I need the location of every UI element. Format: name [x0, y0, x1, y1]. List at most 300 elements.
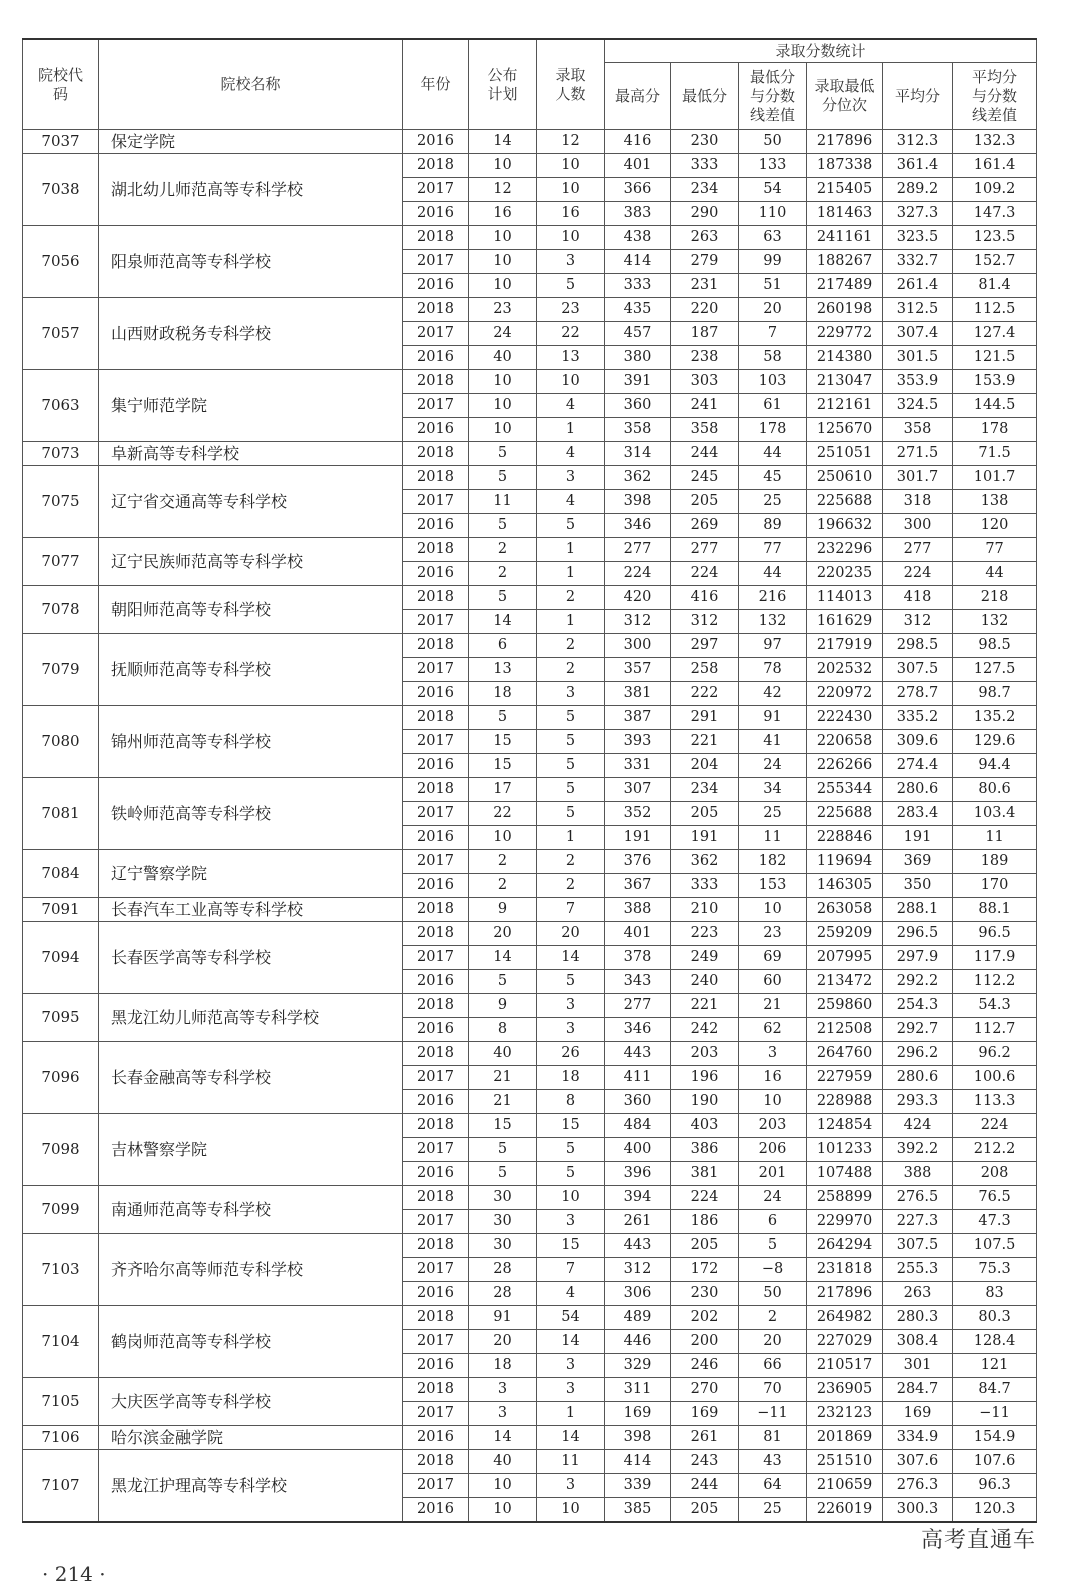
plan-cell: 10: [469, 370, 537, 394]
plan-cell: 2: [469, 538, 537, 562]
admitted-cell: 1: [537, 418, 605, 442]
avg-diff-cell: 178: [953, 418, 1037, 442]
min-diff-cell: 11: [739, 826, 807, 850]
avg-diff-cell: 127.4: [953, 322, 1037, 346]
admitted-cell: 5: [537, 754, 605, 778]
min-diff-cell: 216: [739, 586, 807, 610]
avg-score-cell: 361.4: [883, 154, 953, 178]
min-diff-cell: 24: [739, 1186, 807, 1210]
avg-diff-cell: 189: [953, 850, 1037, 874]
table-row: [23, 226, 1037, 250]
year-cell: 2018: [403, 1450, 469, 1474]
min-rank-cell: 227029: [807, 1330, 883, 1354]
min-score-cell: 191: [671, 826, 739, 850]
table-row: [23, 634, 1037, 658]
avg-diff-cell: 144.5: [953, 394, 1037, 418]
avg-score-cell: 350: [883, 874, 953, 898]
avg-diff-cell: 88.1: [953, 898, 1037, 922]
min-diff-cell: 64: [739, 1474, 807, 1498]
plan-cell: 15: [469, 754, 537, 778]
max-score-cell: 358: [605, 418, 671, 442]
year-cell: 2017: [403, 250, 469, 274]
table-row: [23, 538, 1037, 562]
plan-cell: 14: [469, 1426, 537, 1450]
min-score-cell: 230: [671, 1282, 739, 1306]
admitted-cell: 5: [537, 970, 605, 994]
max-score-cell: 394: [605, 1186, 671, 1210]
plan-cell: 30: [469, 1186, 537, 1210]
avg-score-cell: 312: [883, 610, 953, 634]
header-admitted: 录取人数: [537, 39, 605, 130]
avg-score-cell: 292.7: [883, 1018, 953, 1042]
max-score-cell: 438: [605, 226, 671, 250]
min-score-cell: 358: [671, 418, 739, 442]
school-code: 7080: [23, 706, 99, 778]
plan-cell: 3: [469, 1402, 537, 1426]
plan-cell: 10: [469, 250, 537, 274]
avg-diff-cell: 132: [953, 610, 1037, 634]
school-name: 大庆医学高等专科学校: [99, 1378, 403, 1426]
admitted-cell: 16: [537, 202, 605, 226]
max-score-cell: 443: [605, 1234, 671, 1258]
avg-diff-cell: 138: [953, 490, 1037, 514]
avg-score-cell: 278.7: [883, 682, 953, 706]
admitted-cell: 13: [537, 346, 605, 370]
min-diff-cell: 70: [739, 1378, 807, 1402]
school-name: 朝阳师范高等专科学校: [99, 586, 403, 634]
max-score-cell: 360: [605, 394, 671, 418]
min-rank-cell: 217896: [807, 1282, 883, 1306]
plan-cell: 10: [469, 394, 537, 418]
admitted-cell: 3: [537, 466, 605, 490]
year-cell: 2018: [403, 298, 469, 322]
avg-score-cell: 297.9: [883, 946, 953, 970]
avg-diff-cell: 208: [953, 1162, 1037, 1186]
admitted-cell: 5: [537, 274, 605, 298]
min-diff-cell: 25: [739, 802, 807, 826]
year-cell: 2016: [403, 874, 469, 898]
table-row: [23, 1306, 1037, 1330]
avg-score-cell: 280.6: [883, 1066, 953, 1090]
admitted-cell: 54: [537, 1306, 605, 1330]
admitted-cell: 14: [537, 946, 605, 970]
max-score-cell: 352: [605, 802, 671, 826]
max-score-cell: 312: [605, 1258, 671, 1282]
min-diff-cell: 25: [739, 1498, 807, 1523]
avg-score-cell: 318: [883, 490, 953, 514]
school-code: 7057: [23, 298, 99, 370]
min-diff-cell: 23: [739, 922, 807, 946]
avg-diff-cell: 120: [953, 514, 1037, 538]
max-score-cell: 366: [605, 178, 671, 202]
max-score-cell: 307: [605, 778, 671, 802]
avg-diff-cell: 101.7: [953, 466, 1037, 490]
plan-cell: 10: [469, 1498, 537, 1523]
min-score-cell: 277: [671, 538, 739, 562]
min-rank-cell: 202532: [807, 658, 883, 682]
max-score-cell: 388: [605, 898, 671, 922]
min-rank-cell: 228846: [807, 826, 883, 850]
year-cell: 2016: [403, 1282, 469, 1306]
min-diff-cell: −11: [739, 1402, 807, 1426]
min-diff-cell: 44: [739, 562, 807, 586]
avg-score-cell: 308.4: [883, 1330, 953, 1354]
admitted-cell: 4: [537, 490, 605, 514]
avg-diff-cell: 98.5: [953, 634, 1037, 658]
header-plan: 公布计划: [469, 39, 537, 130]
year-cell: 2017: [403, 1330, 469, 1354]
year-cell: 2017: [403, 322, 469, 346]
year-cell: 2016: [403, 1426, 469, 1450]
min-score-cell: 187: [671, 322, 739, 346]
min-diff-cell: 69: [739, 946, 807, 970]
year-cell: 2017: [403, 490, 469, 514]
avg-score-cell: 300.3: [883, 1498, 953, 1523]
admitted-cell: 14: [537, 1426, 605, 1450]
max-score-cell: 277: [605, 538, 671, 562]
avg-diff-cell: 96.5: [953, 922, 1037, 946]
school-name: 鹤岗师范高等专科学校: [99, 1306, 403, 1378]
plan-cell: 28: [469, 1282, 537, 1306]
min-rank-cell: 250610: [807, 466, 883, 490]
min-score-cell: 290: [671, 202, 739, 226]
plan-cell: 40: [469, 1450, 537, 1474]
min-rank-cell: 119694: [807, 850, 883, 874]
plan-cell: 5: [469, 1162, 537, 1186]
year-cell: 2018: [403, 1234, 469, 1258]
year-cell: 2018: [403, 706, 469, 730]
year-cell: 2017: [403, 610, 469, 634]
admitted-cell: 2: [537, 658, 605, 682]
min-rank-cell: 264294: [807, 1234, 883, 1258]
admitted-cell: 22: [537, 322, 605, 346]
avg-diff-cell: 96.2: [953, 1042, 1037, 1066]
plan-cell: 40: [469, 346, 537, 370]
plan-cell: 17: [469, 778, 537, 802]
school-code: 7078: [23, 586, 99, 634]
avg-diff-cell: 107.6: [953, 1450, 1037, 1474]
school-name: 黑龙江护理高等专科学校: [99, 1450, 403, 1523]
year-cell: 2017: [403, 1066, 469, 1090]
plan-cell: 10: [469, 154, 537, 178]
school-code: 7103: [23, 1234, 99, 1306]
max-score-cell: 435: [605, 298, 671, 322]
min-diff-cell: 78: [739, 658, 807, 682]
min-diff-cell: 3: [739, 1042, 807, 1066]
min-diff-cell: 50: [739, 1282, 807, 1306]
max-score-cell: 333: [605, 274, 671, 298]
min-rank-cell: 210659: [807, 1474, 883, 1498]
school-code: 7098: [23, 1114, 99, 1186]
min-score-cell: 220: [671, 298, 739, 322]
school-code: 7095: [23, 994, 99, 1042]
min-rank-cell: 258899: [807, 1186, 883, 1210]
school-name: 湖北幼儿师范高等专科学校: [99, 154, 403, 226]
min-diff-cell: −8: [739, 1258, 807, 1282]
page-number: · 214 ·: [42, 1562, 106, 1586]
year-cell: 2016: [403, 418, 469, 442]
avg-diff-cell: 107.5: [953, 1234, 1037, 1258]
admitted-cell: 1: [537, 538, 605, 562]
min-rank-cell: 228988: [807, 1090, 883, 1114]
header-min-diff: 最低分与分数线差值: [739, 63, 807, 130]
school-code: 7038: [23, 154, 99, 226]
avg-diff-cell: 212.2: [953, 1138, 1037, 1162]
table-row: [23, 1042, 1037, 1066]
min-rank-cell: 217489: [807, 274, 883, 298]
min-diff-cell: 24: [739, 754, 807, 778]
min-score-cell: 234: [671, 778, 739, 802]
min-diff-cell: 178: [739, 418, 807, 442]
min-score-cell: 245: [671, 466, 739, 490]
plan-cell: 8: [469, 1018, 537, 1042]
year-cell: 2017: [403, 658, 469, 682]
plan-cell: 10: [469, 226, 537, 250]
school-code: 7081: [23, 778, 99, 850]
min-score-cell: 386: [671, 1138, 739, 1162]
min-rank-cell: 212508: [807, 1018, 883, 1042]
school-name: 辽宁省交通高等专科学校: [99, 466, 403, 538]
avg-diff-cell: 71.5: [953, 442, 1037, 466]
avg-score-cell: 276.3: [883, 1474, 953, 1498]
header-stats-group: 录取分数统计: [605, 39, 1037, 63]
min-score-cell: 381: [671, 1162, 739, 1186]
avg-diff-cell: 109.2: [953, 178, 1037, 202]
avg-score-cell: 280.6: [883, 778, 953, 802]
avg-score-cell: 312.3: [883, 130, 953, 154]
avg-score-cell: 283.4: [883, 802, 953, 826]
school-code: 7037: [23, 130, 99, 154]
school-code: 7091: [23, 898, 99, 922]
admitted-cell: 3: [537, 250, 605, 274]
min-rank-cell: 227959: [807, 1066, 883, 1090]
avg-score-cell: 323.5: [883, 226, 953, 250]
min-score-cell: 291: [671, 706, 739, 730]
avg-score-cell: 274.4: [883, 754, 953, 778]
admitted-cell: 5: [537, 514, 605, 538]
admitted-cell: 5: [537, 706, 605, 730]
year-cell: 2016: [403, 274, 469, 298]
year-cell: 2017: [403, 730, 469, 754]
header-min: 最低分: [671, 63, 739, 130]
max-score-cell: 300: [605, 634, 671, 658]
min-diff-cell: 58: [739, 346, 807, 370]
max-score-cell: 329: [605, 1354, 671, 1378]
admitted-cell: 10: [537, 154, 605, 178]
school-code: 7096: [23, 1042, 99, 1114]
plan-cell: 10: [469, 1474, 537, 1498]
admitted-cell: 18: [537, 1066, 605, 1090]
admitted-cell: 1: [537, 1402, 605, 1426]
table-row: [23, 298, 1037, 322]
min-rank-cell: 215405: [807, 178, 883, 202]
table-header: [23, 39, 1037, 130]
avg-score-cell: 327.3: [883, 202, 953, 226]
min-rank-cell: 260198: [807, 298, 883, 322]
avg-diff-cell: 120.3: [953, 1498, 1037, 1523]
year-cell: 2016: [403, 970, 469, 994]
min-score-cell: 261: [671, 1426, 739, 1450]
min-rank-cell: 220972: [807, 682, 883, 706]
year-cell: 2018: [403, 538, 469, 562]
min-diff-cell: 77: [739, 538, 807, 562]
admitted-cell: 4: [537, 442, 605, 466]
admitted-cell: 2: [537, 850, 605, 874]
plan-cell: 2: [469, 850, 537, 874]
admitted-cell: 10: [537, 178, 605, 202]
avg-diff-cell: 123.5: [953, 226, 1037, 250]
admitted-cell: 1: [537, 610, 605, 634]
avg-score-cell: 388: [883, 1162, 953, 1186]
max-score-cell: 489: [605, 1306, 671, 1330]
min-diff-cell: 103: [739, 370, 807, 394]
avg-score-cell: 307.5: [883, 658, 953, 682]
avg-diff-cell: 127.5: [953, 658, 1037, 682]
plan-cell: 3: [469, 1378, 537, 1402]
avg-score-cell: 358: [883, 418, 953, 442]
min-rank-cell: 259860: [807, 994, 883, 1018]
year-cell: 2016: [403, 1354, 469, 1378]
avg-diff-cell: 128.4: [953, 1330, 1037, 1354]
min-score-cell: 224: [671, 1186, 739, 1210]
max-score-cell: 378: [605, 946, 671, 970]
plan-cell: 5: [469, 1138, 537, 1162]
min-diff-cell: 20: [739, 298, 807, 322]
min-score-cell: 205: [671, 490, 739, 514]
plan-cell: 20: [469, 922, 537, 946]
min-score-cell: 244: [671, 442, 739, 466]
max-score-cell: 401: [605, 922, 671, 946]
avg-diff-cell: 44: [953, 562, 1037, 586]
min-diff-cell: 91: [739, 706, 807, 730]
min-rank-cell: 101233: [807, 1138, 883, 1162]
min-score-cell: 231: [671, 274, 739, 298]
max-score-cell: 443: [605, 1042, 671, 1066]
min-diff-cell: 153: [739, 874, 807, 898]
year-cell: 2018: [403, 466, 469, 490]
admitted-cell: 8: [537, 1090, 605, 1114]
avg-diff-cell: 11: [953, 826, 1037, 850]
year-cell: 2016: [403, 1498, 469, 1523]
min-diff-cell: 10: [739, 898, 807, 922]
avg-score-cell: 424: [883, 1114, 953, 1138]
avg-diff-cell: 117.9: [953, 946, 1037, 970]
school-code: 7099: [23, 1186, 99, 1234]
min-diff-cell: 63: [739, 226, 807, 250]
plan-cell: 5: [469, 442, 537, 466]
min-rank-cell: 236905: [807, 1378, 883, 1402]
max-score-cell: 383: [605, 202, 671, 226]
min-score-cell: 204: [671, 754, 739, 778]
admission-score-table-sheet: [22, 38, 1036, 1523]
plan-cell: 5: [469, 970, 537, 994]
min-score-cell: 200: [671, 1330, 739, 1354]
admitted-cell: 10: [537, 370, 605, 394]
year-cell: 2016: [403, 514, 469, 538]
year-cell: 2018: [403, 634, 469, 658]
avg-score-cell: 227.3: [883, 1210, 953, 1234]
plan-cell: 6: [469, 634, 537, 658]
avg-diff-cell: 170: [953, 874, 1037, 898]
max-score-cell: 312: [605, 610, 671, 634]
max-score-cell: 362: [605, 466, 671, 490]
min-diff-cell: 206: [739, 1138, 807, 1162]
max-score-cell: 484: [605, 1114, 671, 1138]
avg-score-cell: 353.9: [883, 370, 953, 394]
min-diff-cell: 5: [739, 1234, 807, 1258]
avg-diff-cell: 152.7: [953, 250, 1037, 274]
table-row: [23, 1234, 1037, 1258]
admitted-cell: 5: [537, 1138, 605, 1162]
min-diff-cell: 45: [739, 466, 807, 490]
max-score-cell: 414: [605, 1450, 671, 1474]
min-rank-cell: 181463: [807, 202, 883, 226]
year-cell: 2018: [403, 370, 469, 394]
max-score-cell: 446: [605, 1330, 671, 1354]
max-score-cell: 224: [605, 562, 671, 586]
min-diff-cell: 41: [739, 730, 807, 754]
min-score-cell: 221: [671, 730, 739, 754]
school-name: 齐齐哈尔高等师范专科学校: [99, 1234, 403, 1306]
avg-diff-cell: 47.3: [953, 1210, 1037, 1234]
year-cell: 2017: [403, 802, 469, 826]
min-rank-cell: 217896: [807, 130, 883, 154]
year-cell: 2017: [403, 850, 469, 874]
avg-diff-cell: 94.4: [953, 754, 1037, 778]
min-diff-cell: 44: [739, 442, 807, 466]
min-diff-cell: 2: [739, 1306, 807, 1330]
avg-score-cell: 284.7: [883, 1378, 953, 1402]
max-score-cell: 393: [605, 730, 671, 754]
admitted-cell: 14: [537, 1330, 605, 1354]
max-score-cell: 414: [605, 250, 671, 274]
plan-cell: 28: [469, 1258, 537, 1282]
year-cell: 2017: [403, 178, 469, 202]
min-diff-cell: 43: [739, 1450, 807, 1474]
min-rank-cell: 213472: [807, 970, 883, 994]
admitted-cell: 10: [537, 1186, 605, 1210]
admitted-cell: 5: [537, 802, 605, 826]
year-cell: 2018: [403, 778, 469, 802]
school-code: 7104: [23, 1306, 99, 1378]
plan-cell: 22: [469, 802, 537, 826]
avg-diff-cell: 75.3: [953, 1258, 1037, 1282]
avg-diff-cell: 98.7: [953, 682, 1037, 706]
avg-diff-cell: 224: [953, 1114, 1037, 1138]
year-cell: 2016: [403, 130, 469, 154]
min-diff-cell: 54: [739, 178, 807, 202]
plan-cell: 9: [469, 898, 537, 922]
min-diff-cell: 89: [739, 514, 807, 538]
min-score-cell: 249: [671, 946, 739, 970]
admitted-cell: 2: [537, 634, 605, 658]
max-score-cell: 381: [605, 682, 671, 706]
avg-diff-cell: 100.6: [953, 1066, 1037, 1090]
max-score-cell: 169: [605, 1402, 671, 1426]
avg-score-cell: 169: [883, 1402, 953, 1426]
avg-score-cell: 296.2: [883, 1042, 953, 1066]
min-diff-cell: 21: [739, 994, 807, 1018]
min-score-cell: 240: [671, 970, 739, 994]
year-cell: 2018: [403, 442, 469, 466]
min-score-cell: 263: [671, 226, 739, 250]
avg-diff-cell: 161.4: [953, 154, 1037, 178]
year-cell: 2017: [403, 1474, 469, 1498]
admitted-cell: 26: [537, 1042, 605, 1066]
avg-diff-cell: 77: [953, 538, 1037, 562]
min-score-cell: 243: [671, 1450, 739, 1474]
table-row: [23, 154, 1037, 178]
